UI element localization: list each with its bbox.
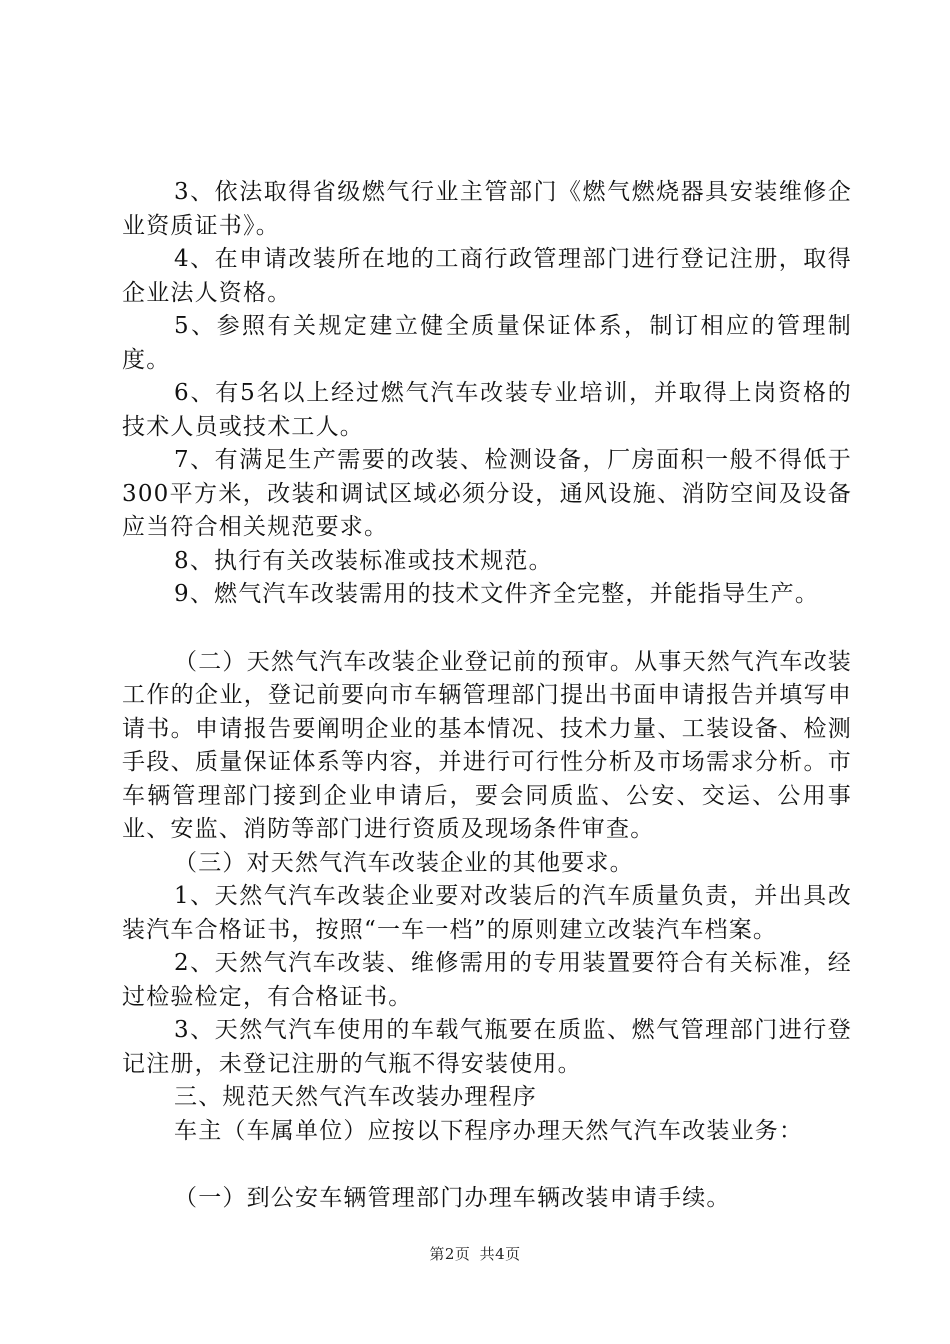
paragraph-requirement-1: 1、天然气汽车改装企业要对改装后的汽车质量负责，并出具改装汽车合格证书，按照“一车一档”的原则建立改装汽车档案。 [122, 883, 852, 943]
paragraph-item-3: 3、依法取得省级燃气行业主管部门《燃气燃烧器具安装维修企业资质证书》。 [122, 179, 852, 239]
section-heading-procedure: 三、规范天然气汽车改装办理程序 [174, 1084, 537, 1110]
paragraph-item-9: 9、燃气汽车改装需用的技术文件齐全完整，并能指导生产。 [174, 581, 820, 607]
paragraph-procedure-intro: 车主（车属单位）应按以下程序办理天然气汽车改装业务： [174, 1117, 804, 1144]
paragraph-section-other-requirements: （三）对天然气汽车改装企业的其他要求。 [174, 849, 634, 876]
paragraph-requirement-2: 2、天然气汽车改装、维修需用的专用装置要符合有关标准，经过检验检定，有合格证书。 [122, 950, 852, 1010]
paragraph-item-6: 6、有5名以上经过燃气汽车改装专业培训，并取得上岗资格的技术人员或技术工人。 [122, 380, 852, 440]
page-total: 共4页 [479, 1245, 521, 1263]
paragraph-item-7: 7、有满足生产需要的改装、检测设备，厂房面积一般不得低于300平方米，改装和调试区域必须分设，通风设施、消防空间及设备应当符合相关规范要求。 [122, 447, 852, 540]
page-footer [0, 1244, 950, 1264]
page-number: 第2页 [429, 1245, 471, 1263]
paragraph-procedure-step-1: （一）到公安车辆管理部门办理车辆改装申请手续。 [174, 1185, 731, 1211]
paragraph-item-4: 4、在申请改装所在地的工商行政管理部门进行登记注册，取得企业法人资格。 [122, 246, 852, 306]
paragraph-section-pre-review: （二）天然气汽车改装企业登记前的预审。从事天然气汽车改装工作的企业，登记前要向市车辆管理部门提出书面申请报告并填写申请书。申请报告要阐明企业的基本情况、技术力量、工装设备、检测手段、质量保证体系等内容，并进行可行性分析及市场需求分析。市车辆管理部门接到企业申请后，要会同质监、公安、交运、公用事业、安监、消防等部门进行资质及现场条件审查。 [122, 648, 852, 842]
document-body [122, 176, 852, 1216]
paragraph-item-8: 8、执行有关改装标准或技术规范。 [174, 547, 553, 574]
paragraph-requirement-3: 3、天然气汽车使用的车载气瓶要在质监、燃气管理部门进行登记注册，未登记注册的气瓶不得安装使用。 [122, 1017, 852, 1077]
paragraph-item-5: 5、参照有关规定建立健全质量保证体系，制订相应的管理制度。 [122, 313, 852, 373]
